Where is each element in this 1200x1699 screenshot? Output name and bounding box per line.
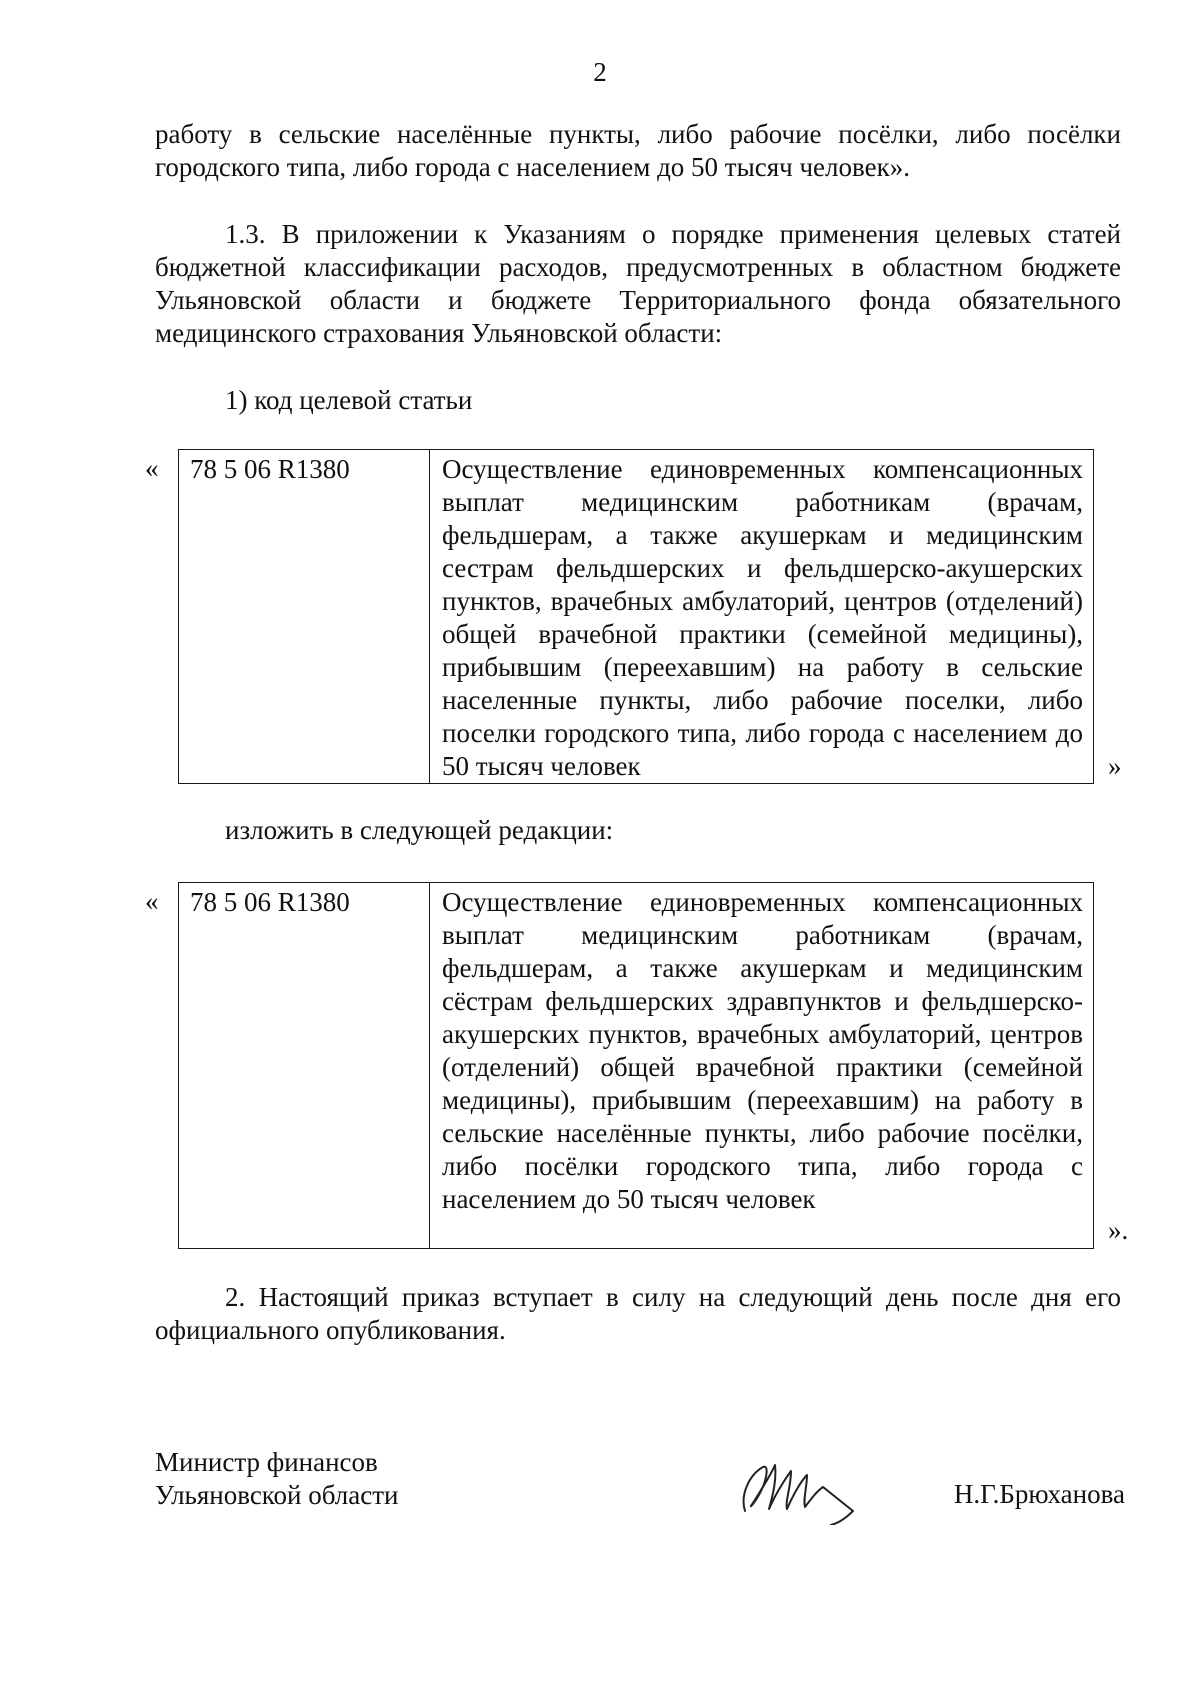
new-row-close-quote: ». (1108, 1215, 1129, 1245)
new-description-cell: Осуществление единовременных компенсационных выплат медицинским работникам (врачам, фельдшерам, а также акушеркам и медицинским сёстрам фельдшерских здравпунктов и фельдшерско-акушерских пунктов, врачебных амбулаторий, центров (отделений) общей врачебной практики (семейной медицины), прибывшим (переехавшим) на работу в сельские населённые пункты, либо рабочие посёлки, либо посёлки городского типа, либо города с населением до 50 тысяч человек (442, 887, 1083, 1214)
old-row-close-quote: » (1108, 751, 1122, 781)
handwritten-signature-icon (735, 1445, 885, 1525)
signatory-name: Н.Г.Брюханова (953, 1479, 1125, 1509)
old-description-cell: Осуществление единовременных компенсационных выплат медицинским работникам (врачам, фельдшерам, а также акушеркам и медицинским сестрам фельдшерских и фельдшерско-акушерских пунктов, врачебных амбулаторий, центров (отделений) общей врачебной практики (семейной медицины), прибывшим (переехавшим) на работу в сельские населенные пункты, либо рабочие поселки, либо поселки городского типа, либо города с населением до 50 тысяч человек (442, 454, 1083, 781)
clause-1-3: 1.3. В приложении к Указаниям о порядке применения целевых статей бюджетной классификации расходов, предусмотренных в областном бюджете Ульяновской области и бюджете Территориального фонда обязательного медицинского страхования Ульяновской области: (155, 219, 1121, 348)
old-row-open-quote: « (145, 453, 159, 483)
new-code-table (178, 882, 1094, 1249)
signatory-position-line2: Ульяновской области (155, 1480, 399, 1510)
old-code-cell: 78 5 06 R1380 (179, 450, 430, 783)
intro-continuation: работу в сельские населённые пункты, либо рабочие посёлки, либо посёлки городского типа, либо города с населением до 50 тысяч человек». (155, 119, 1121, 182)
redaction-heading: изложить в следующей редакции: (225, 815, 614, 845)
new-code-cell: 78 5 06 R1380 (179, 883, 430, 1248)
new-row-open-quote: « (145, 886, 159, 916)
clause-2: 2. Настоящий приказ вступает в силу на следующий день после дня его официального опубликования. (155, 1282, 1121, 1345)
old-code-table (178, 449, 1094, 784)
page-number: 2 (593, 57, 607, 87)
signatory-position-line1: Министр финансов (155, 1447, 378, 1477)
item-1-heading: 1) код целевой статьи (225, 385, 473, 415)
signatory-position (155, 1446, 399, 1512)
